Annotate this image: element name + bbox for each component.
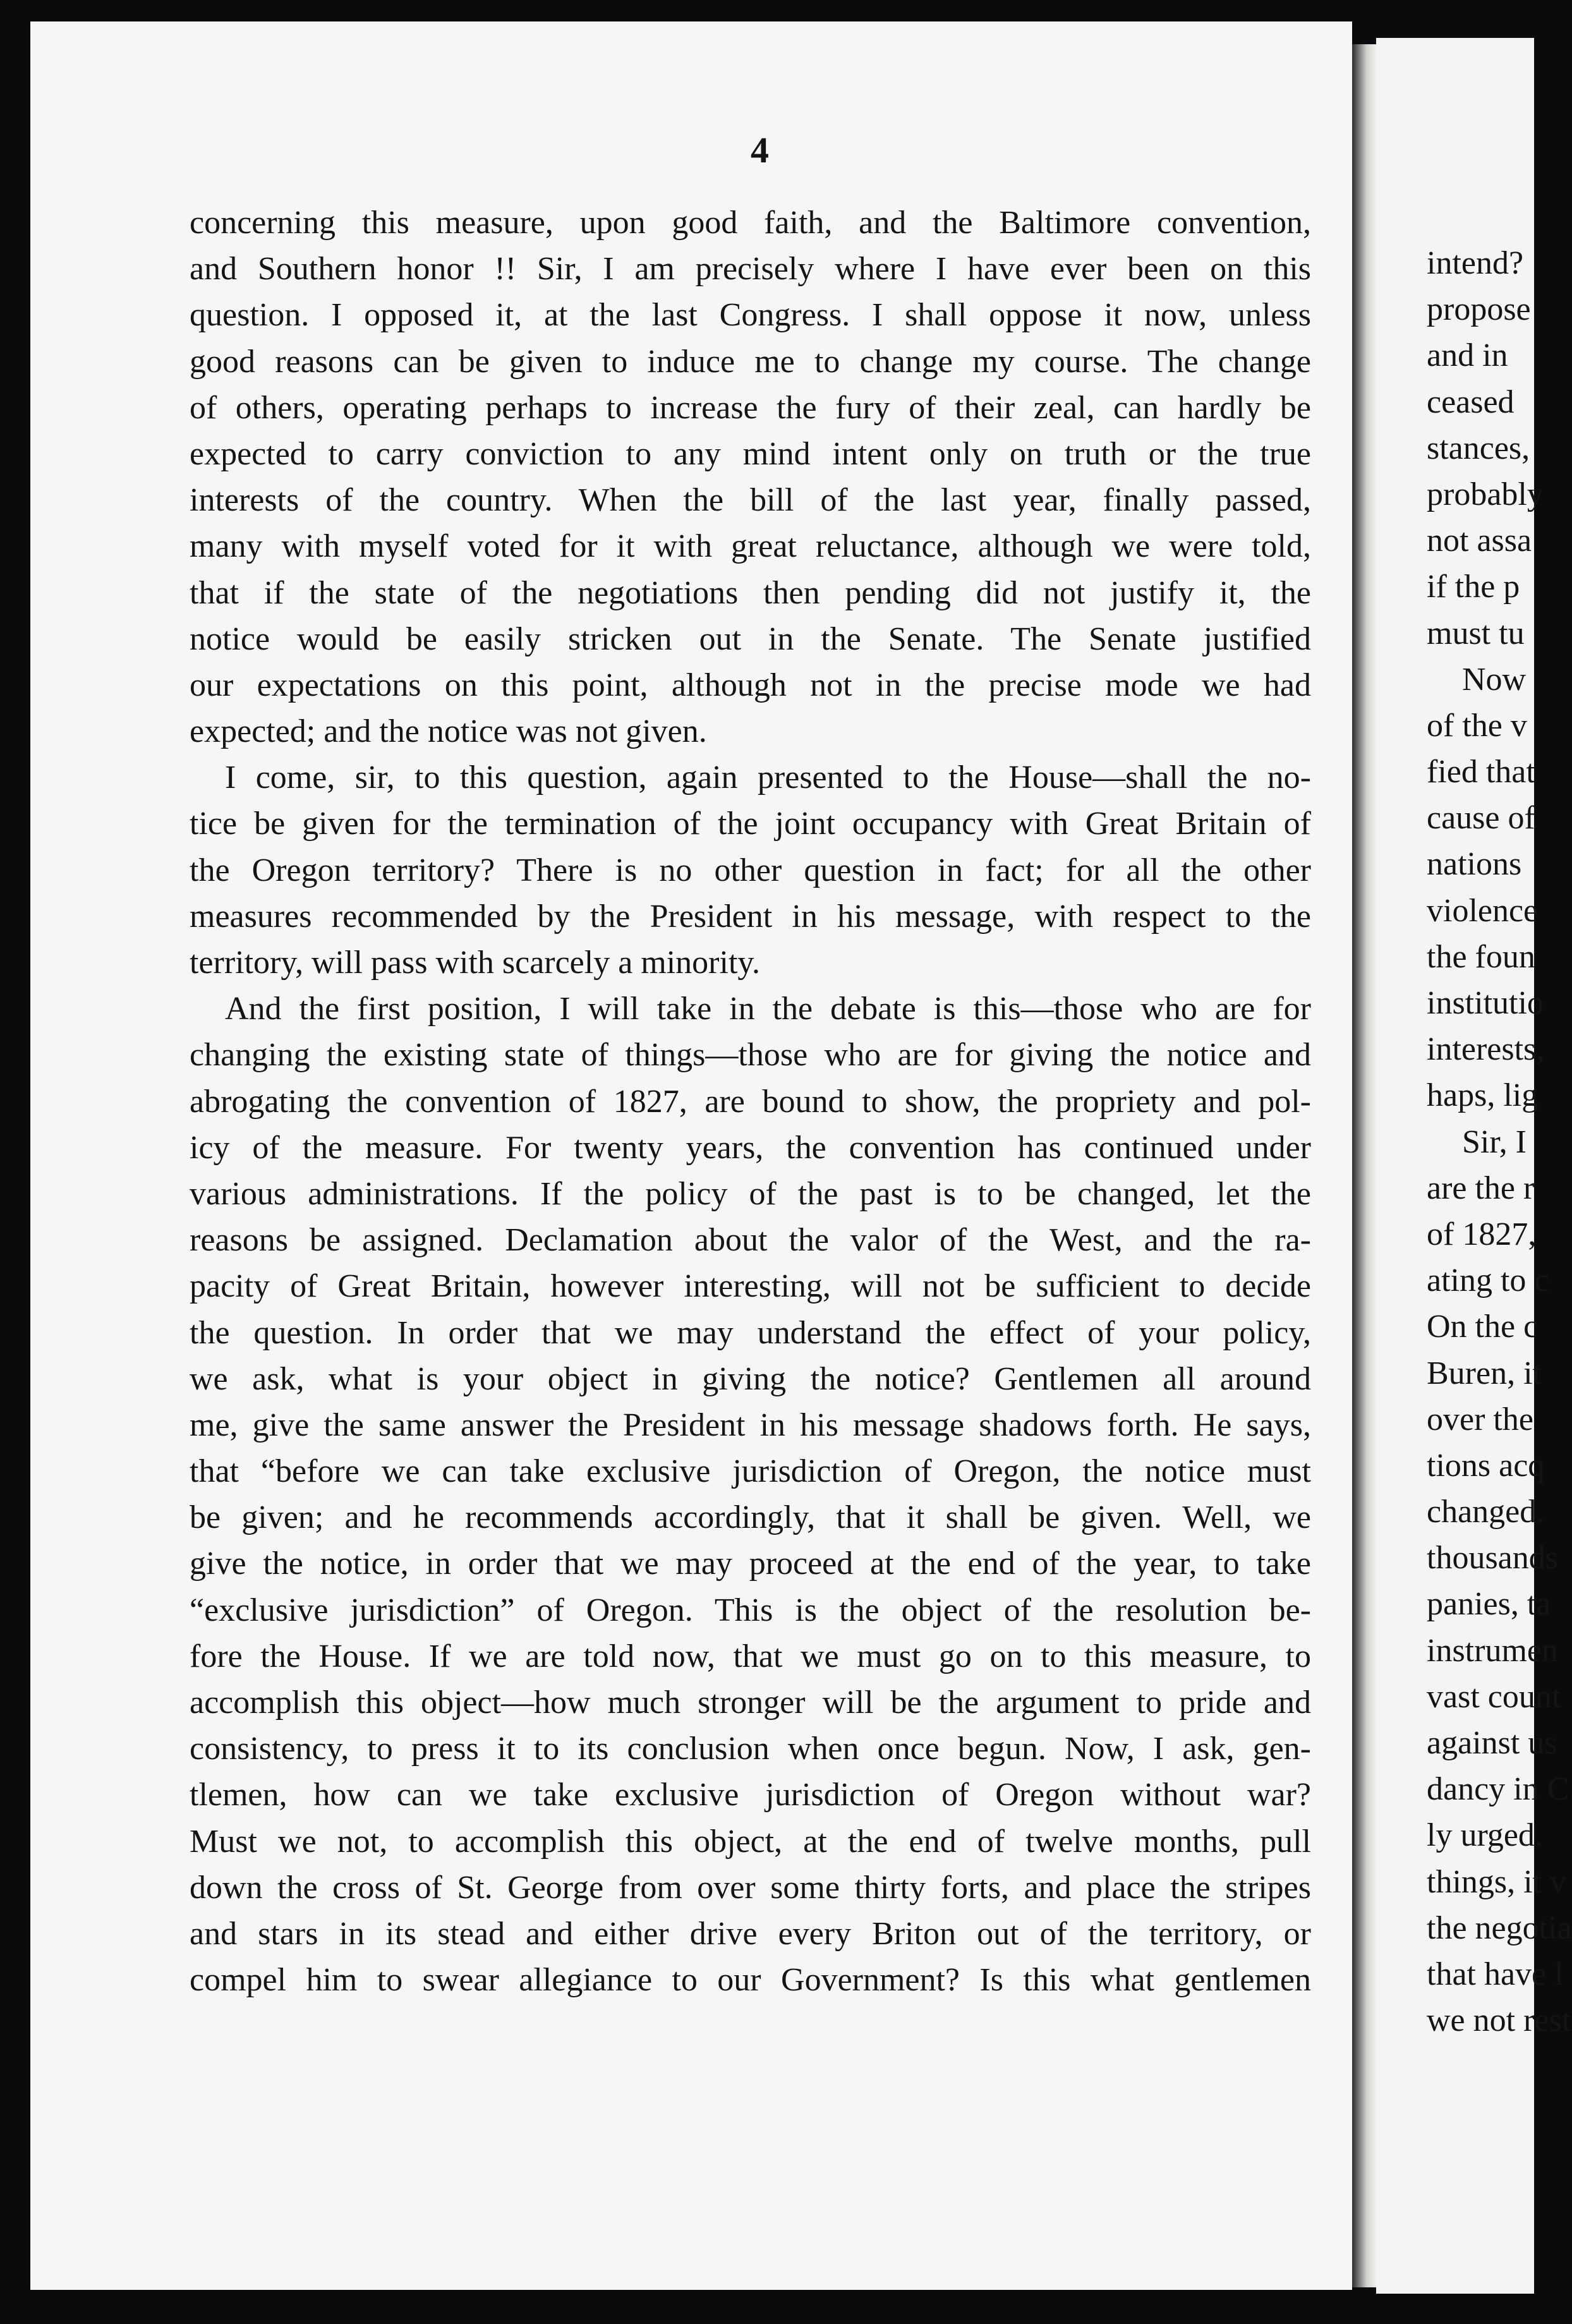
right-page-line: changed. [1427,1494,1545,1530]
text-line: tlemen, how can we take exclusive jurisdiction of Oregon without war? [190,1777,1311,1813]
text-line: good reasons can be given to induce me to change my course. The change [190,343,1311,380]
right-page-line: ating to c [1427,1262,1549,1299]
text-line: fore the House. If we are told now, that we must go on to this measure, to [190,1638,1311,1674]
right-page-line: institutio [1427,985,1544,1021]
text-line: And the first position, I will take in the debate is this—those who are for [225,991,1311,1027]
right-page-line: must tu [1427,615,1525,651]
right-page-line: haps, lig [1427,1077,1539,1114]
text-line: that “before we can take exclusive jurisdiction of Oregon, the notice must [190,1453,1311,1490]
text-line: of others, operating perhaps to increase the fury of their zeal, can hardly be [190,389,1311,426]
text-line: me, give the same answer the President in his message shadows forth. He says, [190,1407,1311,1443]
right-page-line: vast count [1427,1678,1561,1715]
text-line: down the cross of St. George from over some thirty forts, and place the stripes [190,1869,1311,1906]
right-page-line: that have l [1427,1956,1564,1992]
right-page-line: nations [1427,846,1522,883]
right-page-line: On the c [1427,1309,1539,1345]
right-text-column [1427,240,1572,2043]
right-page-line: Now [1462,661,1527,698]
text-line: territory, will pass with scarcely a minority. [190,945,761,981]
right-page-line: violence [1427,892,1539,929]
right-page-line: we not rest [1427,2002,1571,2039]
right-page-line: the foun [1427,938,1535,975]
text-line: Must we not, to accomplish this object, at the end of twelve months, pull [190,1823,1311,1860]
right-page-line: cause of [1427,800,1535,837]
text-line: pacity of Great Britain, however interesting, will not be sufficient to decide [190,1268,1311,1305]
text-line: tice be given for the termination of the joint occupancy with Great Britain of [190,806,1311,842]
right-page-line: the negotia [1427,1909,1572,1946]
right-page-line: probably [1427,476,1544,512]
text-line: reasons be assigned. Declamation about the valor of the West, and the ra- [190,1222,1311,1259]
text-line: that if the state of the negotiations then pending did not justify it, the [190,574,1311,611]
right-page-line: over the [1427,1401,1533,1437]
right-page-line: dancy in C [1427,1771,1569,1808]
right-page-line: interests, [1427,1031,1545,1068]
right-page-line: ly urged. [1427,1817,1543,1854]
text-line: “exclusive jurisdiction” of Oregon. This is the object of the resolution be- [190,1592,1311,1628]
text-line: and Southern honor !! Sir, I am precisely where I have ever been on this [190,251,1311,287]
text-line: icy of the measure. For twenty years, the convention has continued under [190,1129,1311,1166]
right-page-line: ceased [1427,384,1515,420]
right-page-partial [1376,38,1572,2294]
text-line: measures recommended by the President in his message, with respect to the [190,898,1311,935]
text-line: be given; and he recommends accordingly, that it shall be given. Well, we [190,1499,1311,1536]
right-page-line: thousands [1427,1540,1558,1577]
right-page-line: are the r [1427,1170,1535,1206]
book-gutter [1352,44,1376,2287]
right-page-line: stances, [1427,430,1530,466]
right-page-line: Buren, it [1427,1355,1542,1391]
text-line: our expectations on this point, although not in the precise mode we had [190,667,1311,703]
page-number: 4 [751,130,769,171]
text-line: give the notice, in order that we may proceed at the end of the year, to take [190,1546,1311,1582]
right-page-line: against us [1427,1725,1557,1761]
left-page [30,21,1352,2290]
text-line: I come, sir, to this question, again presented to the House—shall the no- [225,760,1311,796]
right-page-line: if the p [1427,569,1520,605]
main-text-column [190,200,1311,2003]
text-line: compel him to swear allegiance to our Government? Is this what gentlemen [190,1962,1311,1999]
text-line: expected to carry conviction to any mind intent only on truth or the true [190,435,1311,472]
right-page-line: not assa [1427,523,1532,559]
text-line: consistency, to press it to its conclusion when once begun. Now, I ask, gen- [190,1731,1311,1767]
text-line: changing the existing state of things—those who are for giving the notice and [190,1037,1311,1074]
right-page-line: propose [1427,291,1531,328]
text-line: abrogating the convention of 1827, are bound to show, the propriety and pol- [190,1083,1311,1120]
text-line: the Oregon territory? There is no other question in fact; for all the other [190,852,1311,888]
text-line: question. I opposed it, at the last Congress. I shall oppose it now, unless [190,297,1311,334]
text-line: expected; and the notice was not given. [190,713,707,750]
text-line: we ask, what is your object in giving the notice? Gentlemen all around [190,1360,1311,1397]
right-page-line: things, it v [1427,1863,1567,1900]
text-line: many with myself voted for it with great reluctance, although we were told, [190,528,1311,565]
right-page-line: intend? [1427,245,1524,281]
right-page-line: instrumen [1427,1632,1558,1669]
text-line: interests of the country. When the bill of the last year, finally passed, [190,482,1311,519]
right-page-line: tions acq [1427,1447,1545,1484]
right-page-line: and in [1427,337,1508,374]
text-line: and stars in its stead and either drive every Briton out of the territory, or [190,1915,1311,1952]
text-line: concerning this measure, upon good faith, and the Baltimore convention, [190,205,1311,241]
right-page-line: of the v [1427,707,1527,744]
right-page-line: fied that [1427,754,1535,790]
text-line: various administrations. If the policy of the past is to be changed, let the [190,1175,1311,1212]
text-line: the question. In order that we may understand the effect of your policy, [190,1314,1311,1351]
right-page-line: of 1827, [1427,1216,1537,1252]
text-line: notice would be easily stricken out in the Senate. The Senate justified [190,620,1311,657]
right-page-line: panies, ta [1427,1586,1551,1623]
text-line: accomplish this object—how much stronger will be the argument to pride and [190,1685,1311,1721]
right-page-line: Sir, I [1462,1123,1527,1160]
